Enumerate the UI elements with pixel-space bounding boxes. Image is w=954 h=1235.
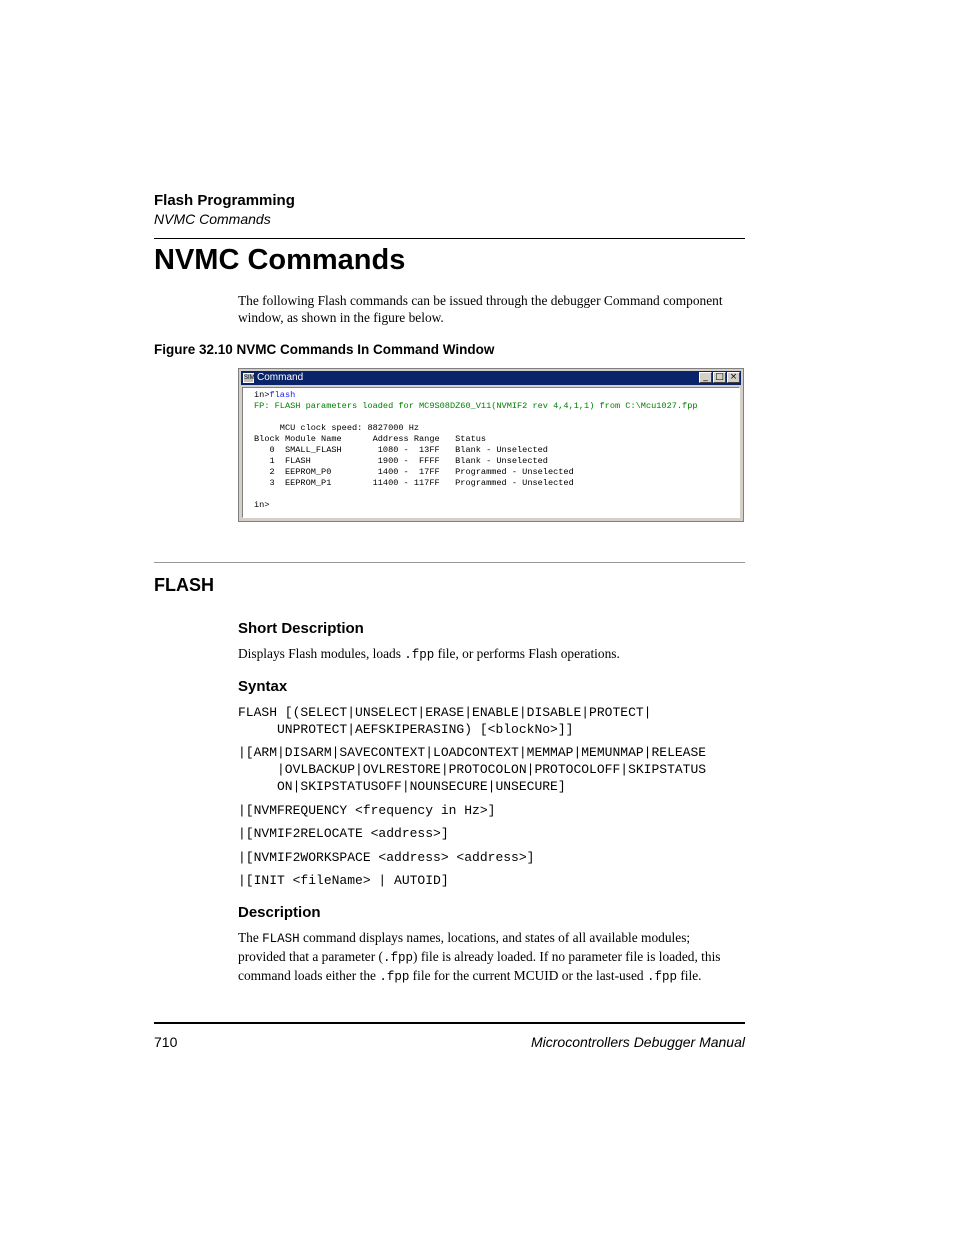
intro-paragraph: The following Flash commands can be issued through the debugger Command component window, as shown in the figure below. [238, 293, 723, 325]
text-run: file for the current MCUID or the last-used [409, 968, 647, 983]
running-header-subsection: NVMC Commands [154, 211, 271, 227]
syntax-line: |OVLBACKUP|OVLRESTORE|PROTOCOLON|PROTOCOLOFF|SKIPSTATUS [238, 762, 707, 777]
syntax-line: |[ARM|DISARM|SAVECONTEXT|LOADCONTEXT|MEMMAP|MEMUNMAP|RELEASE [238, 745, 707, 760]
syntax-line: |[INIT <fileName> | AUTOID] [238, 873, 449, 888]
short-description-heading: Short Description [238, 620, 364, 637]
command-window [238, 368, 744, 522]
short-description-text [238, 645, 748, 664]
code-run: .fpp [404, 648, 435, 662]
syntax-line: |[NVMFREQUENCY <frequency in Hz>] [238, 803, 496, 818]
manual-title: Microcontrollers Debugger Manual [531, 1034, 745, 1050]
code-run: .fpp [383, 951, 414, 965]
syntax-block-1 [238, 704, 651, 738]
text-run: command displays names, locations, and states of all available modules; [299, 930, 691, 945]
console-table-row: 0 SMALL_FLASH 1080 - 13FF Blank - Unselected [254, 445, 548, 455]
text-run: ) file is already loaded. If no parameter file is loaded, this [413, 949, 721, 964]
syntax-heading: Syntax [238, 678, 288, 695]
console-table-row: 1 FLASH 1900 - FFFF Blank - Unselected [254, 456, 548, 466]
text-run: file. [676, 968, 702, 983]
command-window-console [242, 387, 740, 518]
code-run: FLASH [262, 932, 300, 946]
header-rule [154, 238, 745, 239]
console-table-row: 2 EEPROM_P0 1400 - 17FF Programmed - Unselected [254, 467, 574, 477]
flash-heading: FLASH [154, 575, 214, 595]
syntax-line: ON|SKIPSTATUSOFF|NOUNSECURE|UNSECURE] [238, 779, 566, 794]
minimize-icon: _ [699, 372, 712, 383]
syntax-line: |[NVMIF2WORKSPACE <address> <address>] [238, 850, 535, 865]
text-run: provided that a parameter ( [238, 949, 383, 964]
page-number: 710 [154, 1034, 178, 1050]
console-line-prompt [254, 390, 295, 401]
console-table-row: 3 EEPROM_P1 11400 - 117FF Programmed - Unselected [254, 478, 574, 488]
description-heading: Description [238, 904, 321, 921]
console-line-clock: MCU clock speed: 8827000 Hz [254, 423, 420, 433]
running-header-section: Flash Programming [154, 192, 295, 209]
syntax-line: FLASH [(SELECT|UNSELECT|ERASE|ENABLE|DISABLE|PROTECT| [238, 705, 652, 720]
syntax-line: |[NVMIF2RELOCATE <address>] [238, 826, 449, 841]
syntax-block-2 [238, 744, 706, 795]
maximize-icon: □ [713, 372, 726, 383]
console-command: flash [269, 390, 296, 400]
console-table-header: Block Module Name Address Range Status [254, 434, 487, 444]
code-run: .fpp [646, 970, 677, 984]
text-run: Displays Flash modules, loads [238, 646, 405, 661]
section-rule [154, 562, 745, 563]
figure-caption: Figure 32.10 NVMC Commands In Command Window [154, 342, 495, 357]
code-run: .fpp [379, 970, 410, 984]
footer-rule [154, 1022, 745, 1024]
description-text [238, 929, 744, 986]
page-title: NVMC Commands [154, 244, 406, 276]
command-window-titlebar [241, 371, 741, 385]
text-run: file, or performs Flash operations. [434, 646, 620, 661]
app-icon: SIM [244, 375, 255, 381]
syntax-line: UNPROTECT|AEFSKIPERASING) [<blockNo>]] [238, 722, 574, 737]
command-window-title: Command [257, 372, 304, 383]
console-line-fp: FP: FLASH parameters loaded for MC9S08DZ60_V11(NVMIF2 rev 4,4,1,1) from C:\Mcu1027.fpp [254, 401, 698, 411]
text-run: The [238, 930, 263, 945]
console-prompt: in> [254, 390, 270, 400]
console-line-prompt-2: in> [254, 500, 270, 510]
text-run: command loads either the [238, 968, 380, 983]
close-icon: × [727, 372, 740, 383]
